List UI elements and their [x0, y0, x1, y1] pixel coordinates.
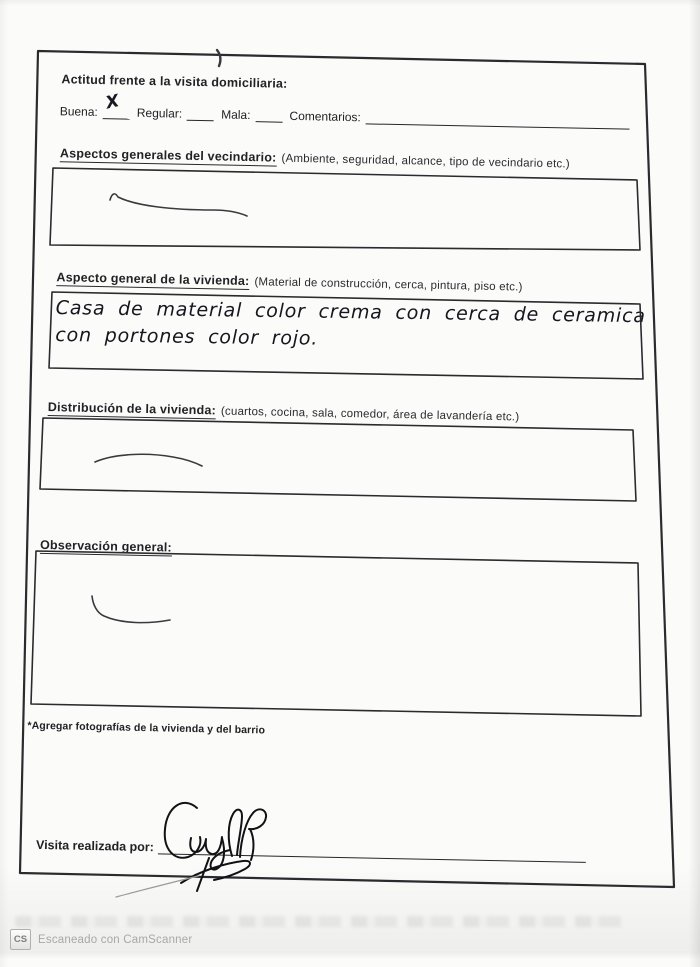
- mala-label: Mala:: [221, 107, 251, 123]
- signature: [116, 803, 266, 897]
- actitud-heading: Actitud frente a la visita domiciliaria:: [61, 72, 288, 91]
- vecindario-heading-text: Aspectos generales del vecindario:: [59, 146, 277, 165]
- handwriting-line-1: Casa de material color crema con cerca de ceramica: [55, 296, 646, 328]
- signature-stroke: [181, 861, 250, 883]
- vivienda-hint: (Material de construcción, cerca, pintura, piso etc.): [254, 276, 523, 294]
- distribucion-heading-text: Distribución de la vivienda:: [47, 400, 217, 418]
- buena-label: Buena:: [59, 104, 98, 119]
- visita-label: Visita realizada por:: [35, 837, 155, 855]
- signature-tail-stroke: [116, 876, 198, 897]
- signature-stroke: [190, 837, 222, 854]
- vecindario-response-box: [50, 168, 640, 250]
- handwriting-line-2: con portones color rojo.: [55, 323, 319, 350]
- vivienda-heading-text: Aspecto general de la vivienda:: [56, 270, 250, 289]
- vivienda-response-box: [49, 292, 643, 379]
- ghost-text-smudge: [15, 916, 623, 927]
- distribucion-hint: (cuartos, cocina, sala, comedor, área de lavandería etc.): [220, 405, 520, 424]
- observacion-pen-stroke: [92, 596, 170, 623]
- signature-stroke: [165, 803, 201, 858]
- vecindario-hint: (Ambiente, seguridad, alcance, tipo de vecindario etc.): [281, 152, 570, 171]
- camscanner-watermark: [10, 929, 192, 950]
- comentarios-label: Comentarios:: [289, 108, 361, 125]
- observacion-heading-text: Observación general:: [39, 537, 173, 555]
- observacion-response-box: [31, 551, 641, 716]
- camscanner-icon: CS: [10, 929, 31, 950]
- footnote: *Agregar fotografías de la vivienda y del barrio: [27, 719, 266, 737]
- stray-pen-mark: [217, 50, 220, 66]
- signature-stroke: [250, 829, 254, 860]
- regular-label: Regular:: [136, 105, 183, 121]
- distribucion-pen-stroke: [95, 454, 202, 466]
- buena-check-mark: X: [103, 91, 122, 114]
- vecindario-pen-stroke: [110, 194, 247, 216]
- distribucion-response-box: [40, 418, 636, 501]
- camscanner-watermark-text: Escaneado con CamScanner: [38, 933, 193, 946]
- form-outer-border: [20, 51, 674, 887]
